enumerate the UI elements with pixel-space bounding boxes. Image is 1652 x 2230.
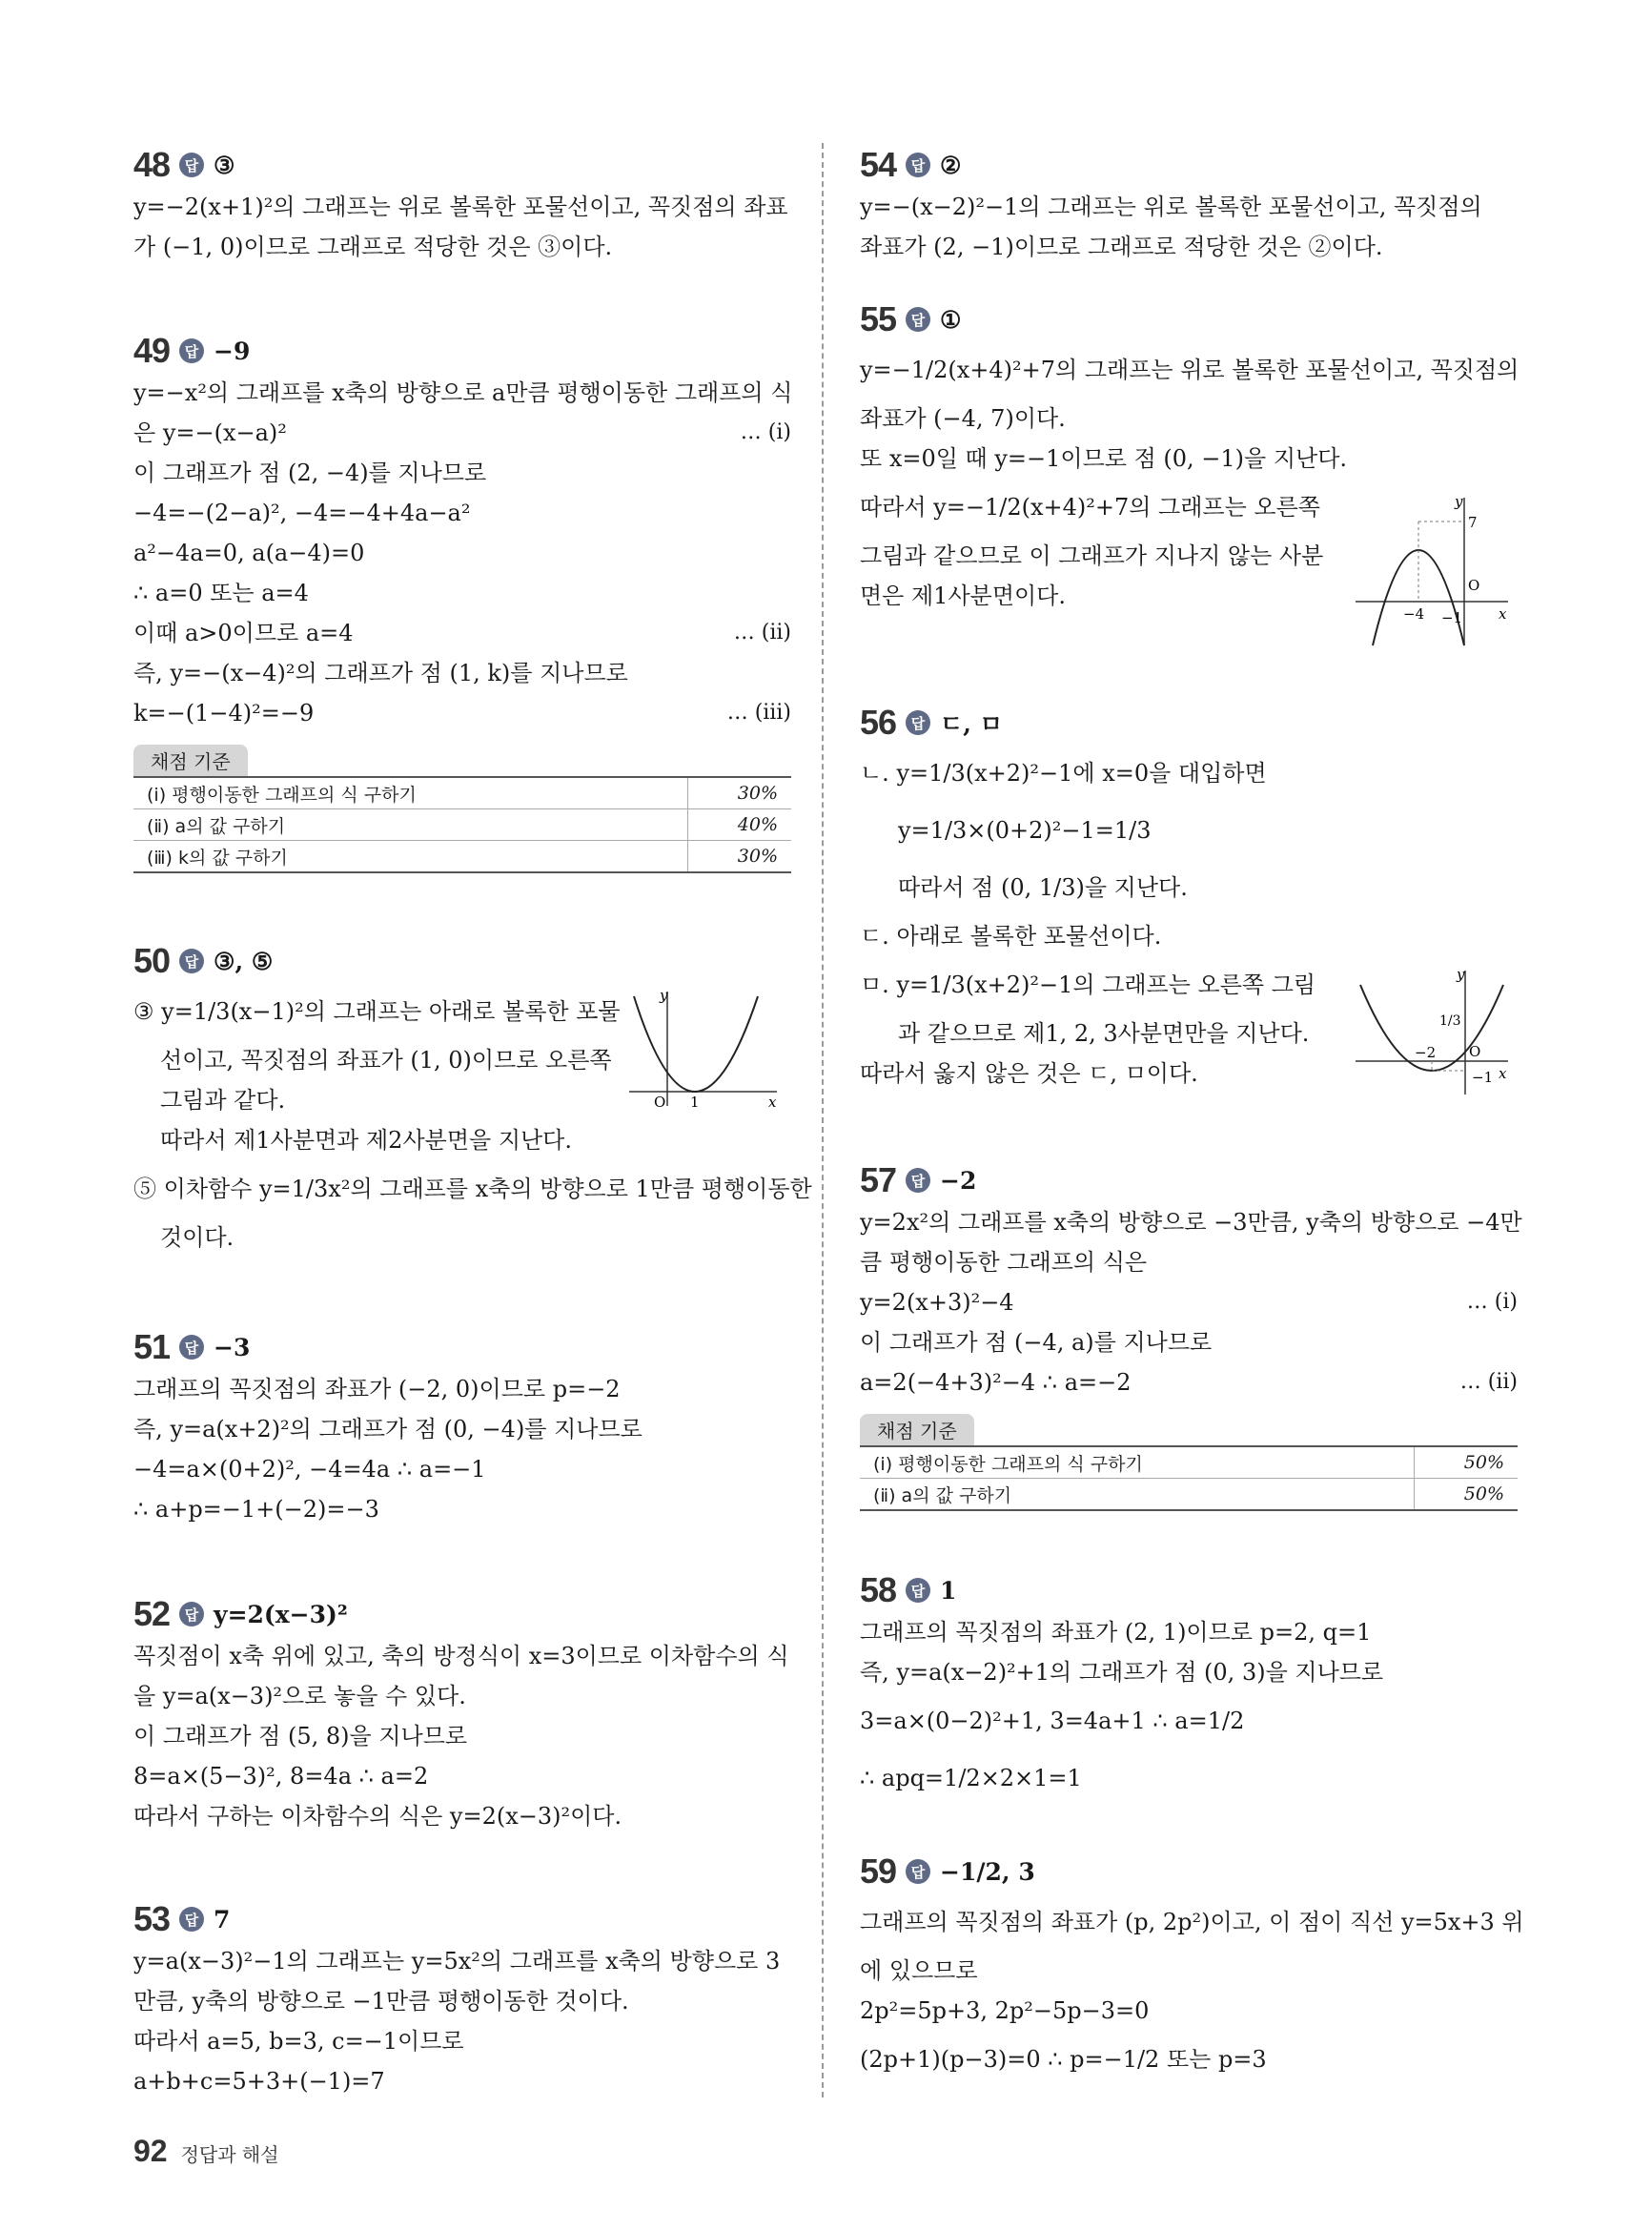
- solution-line: 큼 평행이동한 그래프의 식은: [860, 1249, 1148, 1276]
- problem-50: [133, 939, 812, 1258]
- column-divider: [822, 143, 824, 2097]
- problem-number: 50: [133, 941, 171, 980]
- criteria-percent: 50%: [1415, 1479, 1519, 1511]
- criteria-table: [133, 776, 791, 873]
- answer-badge: 답: [906, 307, 930, 332]
- solution-line: 따라서 구하는 이차함수의 식은 y=2(x−3)²이다.: [133, 1803, 622, 1830]
- solution-line: 따라서 옳지 않은 것은 ㄷ, ㅁ이다.: [860, 1060, 1198, 1087]
- answer: y=2(x−3)²: [214, 1600, 348, 1628]
- problem-number: 56: [860, 703, 897, 742]
- parabola-graph: [629, 987, 782, 1111]
- step-tag: … (ⅱ): [1459, 1370, 1518, 1394]
- solution-line: ③ y=1/3(x−1)²의 그래프는 아래로 볼록한 포물: [133, 998, 621, 1025]
- x-label: x: [1499, 1065, 1507, 1082]
- problem-59: [860, 1850, 1524, 2088]
- solution-line: 좌표가 (−4, 7)이다.: [860, 405, 1066, 432]
- answer: ㄷ, ㅁ: [940, 710, 1003, 738]
- y-label: y: [1457, 966, 1465, 983]
- answer: 7: [214, 1905, 231, 1933]
- solution-line: [860, 1362, 1518, 1402]
- criteria-label: (ⅱ) a의 값 구하기: [860, 1479, 1415, 1511]
- solution-line: [133, 693, 791, 733]
- problem-48: [133, 143, 791, 267]
- tick-label: 1: [690, 1094, 700, 1111]
- problem-number: 58: [860, 1570, 897, 1609]
- solution-line: a²−4a=0, a(a−4)=0: [133, 540, 365, 566]
- solution-line: y=1/3×(0+2)²−1=1/3: [898, 817, 1152, 844]
- answer: ③: [214, 151, 235, 179]
- solution-line: 8=a×(5−3)², 8=4a ∴ a=2: [133, 1763, 429, 1790]
- solution-line: 과 같으므로 제1, 2, 3사분면만을 지난다.: [898, 1020, 1310, 1047]
- solution-text: 이때 a>0이므로 a=4: [133, 620, 354, 646]
- table-row: [133, 809, 791, 841]
- solution-line: ∴ a=0 또는 a=4: [133, 580, 309, 606]
- solution-line: y=−1/2(x+4)²+7의 그래프는 위로 볼록한 포물선이고, 꼭짓점의: [860, 357, 1519, 383]
- solution-text: a=2(−4+3)²−4 ∴ a=−2: [860, 1369, 1132, 1396]
- solution-line: 이 그래프가 점 (−4, a)를 지나므로: [860, 1329, 1213, 1356]
- page-title: 정답과 해설: [180, 2143, 279, 2166]
- solution-line: y=a(x−3)²−1의 그래프는 y=5x²의 그래프를 x축의 방향으로 3: [133, 1948, 781, 1974]
- tick-label: 7: [1468, 514, 1478, 531]
- answer-badge: 답: [906, 710, 930, 735]
- answer: −2: [940, 1166, 977, 1195]
- criteria-percent: 30%: [688, 777, 792, 809]
- problem-51: [133, 1325, 791, 1529]
- solution-line: −4=a×(0+2)², −4=4a ∴ a=−1: [133, 1456, 486, 1483]
- answer-badge: 답: [179, 1907, 204, 1932]
- criteria-percent: 30%: [688, 841, 792, 873]
- table-row: [860, 1479, 1518, 1511]
- tick-label: 1/3: [1439, 1013, 1461, 1029]
- answer: ①: [940, 305, 962, 334]
- answer: −3: [214, 1333, 251, 1361]
- answer-badge: 답: [906, 1168, 930, 1193]
- solution-line: 가 (−1, 0)이므로 그래프로 적당한 것은 ③이다.: [133, 234, 613, 260]
- problem-52: [133, 1592, 791, 1836]
- page-footer: [133, 2134, 279, 2169]
- answer-badge: 답: [906, 1578, 930, 1603]
- solution-line: ⑤ 이차함수 y=1/3x²의 그래프를 x축의 방향으로 1만큼 평행이동한: [133, 1176, 812, 1202]
- answer-badge: 답: [906, 1859, 930, 1884]
- criteria-label: (ⅲ) k의 값 구하기: [133, 841, 688, 873]
- problem-55: [860, 297, 1519, 626]
- solution-line: −4=−(2−a)², −4=−4+4a−a²: [133, 500, 471, 526]
- criteria-table: [860, 1445, 1518, 1511]
- solution-line: 그림과 같다.: [160, 1087, 286, 1114]
- parabola-graph: [1356, 966, 1518, 1099]
- solution-line: [133, 413, 791, 453]
- solution-line: 2p²=5p+3, 2p²−5p−3=0: [860, 1997, 1150, 2024]
- criteria-title: 채점 기준: [133, 745, 248, 776]
- answer: 1: [940, 1576, 957, 1605]
- problem-number: 54: [860, 145, 897, 184]
- problem-number: 55: [860, 299, 897, 338]
- solution-line: a+b+c=5+3+(−1)=7: [133, 2068, 385, 2095]
- solution-line: y=−x²의 그래프를 x축의 방향으로 a만큼 평행이동한 그래프의 식: [133, 379, 793, 406]
- problem-53: [133, 1897, 791, 2101]
- solution-line: 선이고, 꼭짓점의 좌표가 (1, 0)이므로 오른쪽: [160, 1047, 612, 1074]
- answer-badge: 답: [906, 153, 930, 177]
- problem-number: 48: [133, 145, 171, 184]
- origin-label: O: [1469, 1043, 1481, 1060]
- solution-line: 따라서 y=−1/2(x+4)²+7의 그래프는 오른쪽: [860, 494, 1320, 521]
- answer: ③, ⑤: [214, 947, 274, 975]
- tick-label: −2: [1415, 1044, 1437, 1061]
- solution-line: [860, 1282, 1518, 1322]
- origin-label: O: [654, 1094, 666, 1111]
- solution-text: 은 y=−(x−a)²: [133, 419, 287, 446]
- criteria-label: (ⅰ) 평행이동한 그래프의 식 구하기: [860, 1446, 1415, 1479]
- answer-badge: 답: [179, 1602, 204, 1626]
- solution-line: 따라서 점 (0, 1/3)을 지난다.: [898, 874, 1188, 901]
- problem-number: 52: [133, 1594, 171, 1633]
- solution-line: 즉, y=a(x+2)²의 그래프가 점 (0, −4)를 지나므로: [133, 1416, 642, 1442]
- solution-line: 즉, y=a(x−2)²+1의 그래프가 점 (0, 3)을 지나므로: [860, 1659, 1384, 1686]
- criteria-percent: 50%: [1415, 1446, 1519, 1479]
- origin-label: O: [1468, 577, 1480, 594]
- y-label: y: [1455, 493, 1463, 510]
- x-label: x: [768, 1094, 777, 1111]
- solution-line: 만큼, y축의 방향으로 −1만큼 평행이동한 것이다.: [133, 1988, 629, 2015]
- table-row: [133, 777, 791, 809]
- solution-line: y=2x²의 그래프를 x축의 방향으로 −3만큼, y축의 방향으로 −4만: [860, 1209, 1522, 1236]
- problem-number: 57: [860, 1160, 897, 1199]
- criteria-percent: 40%: [688, 809, 792, 841]
- grading-criteria: [133, 745, 791, 873]
- solution-line: y=−2(x+1)²의 그래프는 위로 볼록한 포물선이고, 꼭짓점의 좌표: [133, 194, 788, 220]
- solution-line: 또 x=0일 때 y=−1이므로 점 (0, −1)을 지난다.: [860, 445, 1348, 472]
- step-tag: … (ⅱ): [733, 621, 791, 644]
- page-number: 92: [133, 2134, 168, 2168]
- parabola-curve: [634, 996, 758, 1092]
- criteria-label: (ⅱ) a의 값 구하기: [133, 809, 688, 841]
- problem-58: [860, 1568, 1518, 1807]
- solution-line: 그래프의 꼭짓점의 좌표가 (p, 2p²)이고, 이 점이 직선 y=5x+3 위: [860, 1909, 1524, 1935]
- problem-54: [860, 143, 1518, 267]
- solution-line: 그림과 같으므로 이 그래프가 지나지 않는 사분: [860, 542, 1324, 569]
- step-tag: … (ⅰ): [1466, 1290, 1518, 1314]
- answer-badge: 답: [179, 949, 204, 973]
- problem-49: [133, 329, 791, 873]
- step-tag: … (ⅰ): [740, 420, 791, 444]
- answer-badge: 답: [179, 153, 204, 177]
- solution-line: 에 있으므로: [860, 1957, 978, 1984]
- solution-line: 따라서 제1사분면과 제2사분면을 지난다.: [160, 1127, 572, 1154]
- table-row: [860, 1446, 1518, 1479]
- grading-criteria: [860, 1414, 1518, 1511]
- answer: −9: [214, 337, 251, 365]
- tick-label: −4: [1403, 605, 1425, 623]
- y-label: y: [660, 987, 668, 1004]
- answer: ②: [940, 151, 962, 179]
- solution-line: 이 그래프가 점 (2, −4)를 지나므로: [133, 460, 487, 486]
- tick-label: −1: [1472, 1069, 1494, 1086]
- tick-label: −1: [1441, 609, 1463, 626]
- solution-line: 것이다.: [160, 1224, 235, 1251]
- problem-number: 59: [860, 1852, 897, 1891]
- x-label: x: [1499, 605, 1507, 623]
- solution-line: 이 그래프가 점 (5, 8)을 지나므로: [133, 1723, 468, 1749]
- problem-57: [860, 1158, 1522, 1511]
- table-row: [133, 841, 791, 873]
- solution-text: k=−(1−4)²=−9: [133, 700, 315, 726]
- solution-line: 따라서 a=5, b=3, c=−1이므로: [133, 2028, 464, 2055]
- solution-line: 그래프의 꼭짓점의 좌표가 (−2, 0)이므로 p=−2: [133, 1376, 621, 1402]
- answer: −1/2, 3: [940, 1857, 1035, 1886]
- criteria-title: 채점 기준: [860, 1414, 974, 1445]
- problem-number: 51: [133, 1327, 171, 1366]
- solution-line: (2p+1)(p−3)=0 ∴ p=−1/2 또는 p=3: [860, 2046, 1267, 2073]
- problem-number: 49: [133, 331, 171, 370]
- solution-line: 을 y=a(x−3)²으로 놓을 수 있다.: [133, 1683, 466, 1709]
- solution-line: 즉, y=−(x−4)²의 그래프가 점 (1, k)를 지나므로: [133, 660, 628, 686]
- solution-line: 좌표가 (2, −1)이므로 그래프로 적당한 것은 ②이다.: [860, 234, 1383, 260]
- solution-line: [133, 613, 791, 653]
- solution-line: y=−(x−2)²−1의 그래프는 위로 볼록한 포물선이고, 꼭짓점의: [860, 194, 1482, 220]
- problem-56: [860, 701, 1518, 1094]
- solution-line: ∴ apq=1/2×2×1=1: [860, 1765, 1082, 1791]
- solution-line: 면은 제1사분면이다.: [860, 583, 1066, 609]
- solution-line: ∴ a+p=−1+(−2)=−3: [133, 1496, 379, 1523]
- solution-line: ㅁ. y=1/3(x+2)²−1의 그래프는 오른쪽 그림: [860, 972, 1316, 998]
- solution-line: ㄴ. y=1/3(x+2)²−1에 x=0을 대입하면: [860, 760, 1267, 787]
- solution-line: 꼭짓점이 x축 위에 있고, 축의 방정식이 x=3이므로 이차함수의 식: [133, 1643, 789, 1669]
- criteria-label: (ⅰ) 평행이동한 그래프의 식 구하기: [133, 777, 688, 809]
- solution-line: ㄷ. 아래로 볼록한 포물선이다.: [860, 923, 1162, 950]
- solution-line: 그래프의 꼭짓점의 좌표가 (2, 1)이므로 p=2, q=1: [860, 1619, 1372, 1646]
- solution-text: y=2(x+3)²−4: [860, 1289, 1014, 1316]
- solution-line: 3=a×(0−2)²+1, 3=4a+1 ∴ a=1/2: [860, 1708, 1245, 1734]
- parabola-graph: [1356, 493, 1518, 650]
- problem-number: 53: [133, 1899, 171, 1938]
- answer-badge: 답: [179, 1335, 204, 1360]
- answer-badge: 답: [179, 338, 204, 363]
- step-tag: … (ⅲ): [726, 701, 791, 725]
